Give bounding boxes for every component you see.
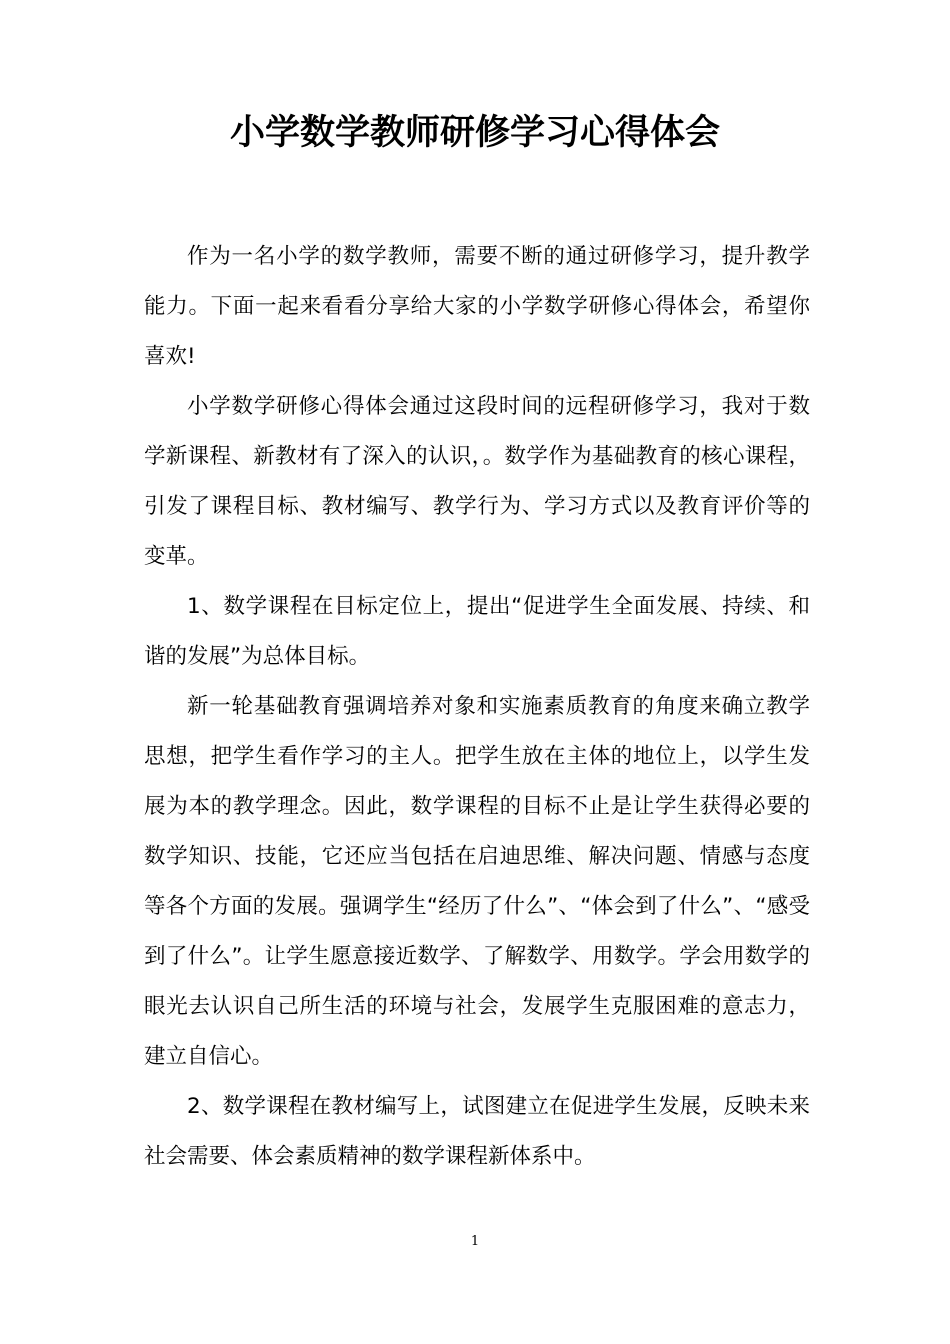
paragraph-point-2: 2、数学课程在教材编写上，试图建立在促进学生发展，反映未来社会需要、体会素质精神的数学课程新体系中。: [144, 1094, 810, 1169]
paragraph-intro: 作为一名小学的数学教师，需要不断的通过研修学习，提升教学能力。下面一起来看看分享给大家的小学数学研修心得体会，希望你喜欢!: [144, 244, 810, 369]
paragraph-point-1: 1、数学课程在目标定位上，提出“促进学生全面发展、持续、和谐的发展”为总体目标。: [144, 594, 810, 669]
document-body: [144, 232, 810, 1182]
page-number: 1: [470, 1234, 480, 1249]
paragraph-point-1-detail: 新一轮基础教育强调培养对象和实施素质教育的角度来确立教学思想，把学生看作学习的主人。把学生放在主体的地位上，以学生发展为本的教学理念。因此，数学课程的目标不止是让学生获得必要的数学知识、技能，它还应当包括在启迪思维、解决问题、情感与态度等各个方面的发展。强调学生“经历了什么”、“体会到了什么”、“感受到了什么”。让学生愿意接近数学、了解数学、用数学。学会用数学的眼光去认识自己所生活的环境与社会，发展学生克服困难的意志力，建立自信心。: [144, 694, 810, 1069]
document-title: 小学数学教师研修学习心得体会: [229, 113, 720, 153]
paragraph-overview: 小学数学研修心得体会通过这段时间的远程研修学习，我对于数学新课程、新教材有了深入的认识，。数学作为基础教育的核心课程，引发了课程目标、教材编写、教学行为、学习方式以及教育评价等的变革。: [144, 394, 810, 569]
